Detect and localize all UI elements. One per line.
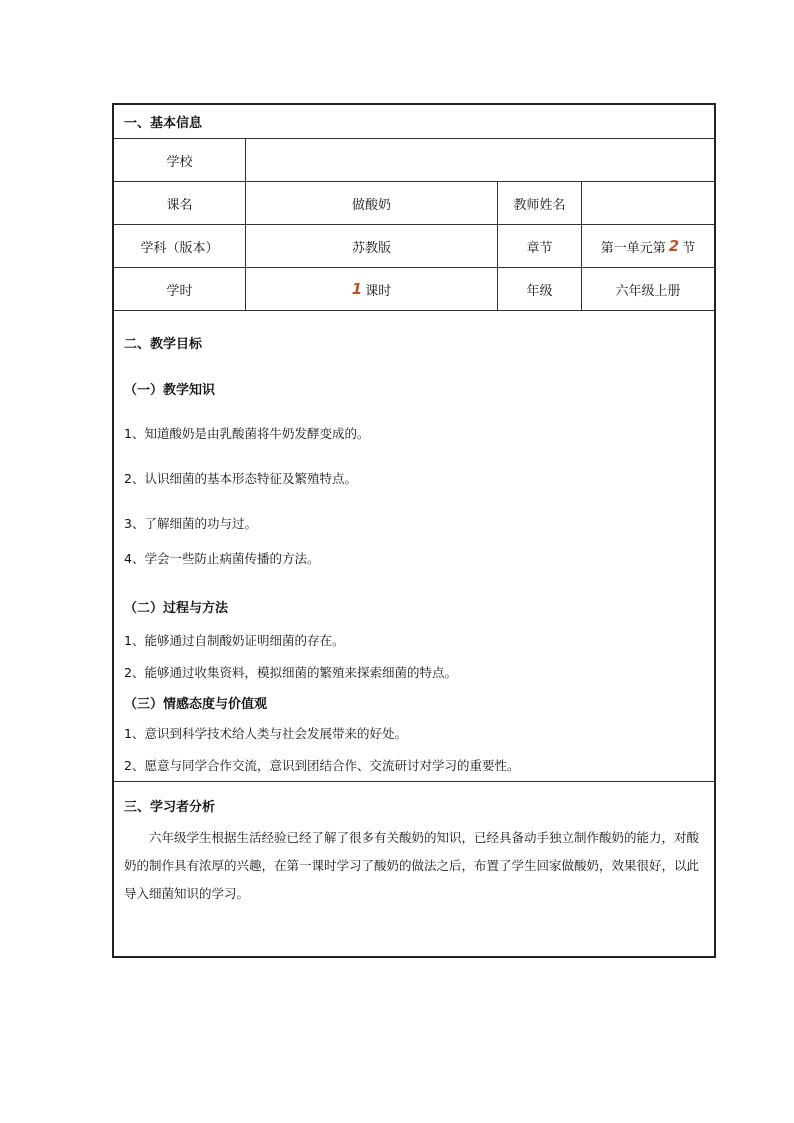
knowledge-item: 1、知道酸奶是由乳酸菌将牛奶发酵变成的。 [124,426,370,441]
teacher-value [582,182,714,224]
school-label: 学校 [114,139,246,181]
section-objectives [114,311,714,782]
chapter-prefix: 第一单元第 [600,240,666,256]
info-row-hours [114,268,714,311]
hours-label: 学时 [114,268,246,310]
knowledge-item: 4、学会一些防止病菌传播的方法。 [124,551,320,566]
attitude-title: （三）情感态度与价值观 [124,697,268,712]
course-label: 课名 [114,182,246,224]
course-value: 做酸奶 [246,182,498,224]
process-item: 1、能够通过自制酸奶证明细菌的存在。 [124,633,345,648]
hours-value [246,268,498,310]
section-basic-info-header [114,105,714,139]
subject-value: 苏教版 [246,225,498,267]
section-basic-info-title: 一、基本信息 [124,116,203,131]
hours-number: 1 [351,280,363,298]
chapter-suffix: 节 [682,240,696,256]
grade-label: 年级 [498,268,582,310]
hours-suffix: 课时 [365,283,392,299]
chapter-label: 章节 [498,225,582,267]
info-row-course [114,182,714,225]
lesson-plan-table [112,103,716,958]
knowledge-item: 2、认识细菌的基本形态特征及繁殖特点。 [124,471,357,486]
objectives-title: 二、教学目标 [124,337,203,352]
process-item: 2、能够通过收集资料，模拟细菌的繁殖来探索细菌的特点。 [124,665,457,680]
knowledge-title: （一）教学知识 [124,383,216,398]
teacher-label: 教师姓名 [498,182,582,224]
attitude-item: 1、意识到科学技术给人类与社会发展带来的好处。 [124,726,407,741]
attitude-item: 2、愿意与同学合作交流，意识到团结合作、交流研讨对学习的重要性。 [124,758,520,773]
learner-analysis-title: 三、学习者分析 [124,800,216,815]
info-row-subject [114,225,714,268]
process-title: （二）过程与方法 [124,601,229,616]
school-value [246,139,714,181]
chapter-value [582,225,714,267]
learner-analysis-paragraph: 六年级学生根据生活经验已经了解了很多有关酸奶的知识，已经具备动手独立制作酸奶的能力，对酸奶的制作具有浓厚的兴趣，在第一课时学习了酸奶的做法之后，布置了学生回家做酸奶，效果很好，以此导入细菌知识的学习。 [124,830,700,901]
info-row-school [114,139,714,182]
chapter-number: 2 [668,237,680,255]
subject-label: 学科（版本） [114,225,246,267]
knowledge-item: 3、了解细菌的功与过。 [124,516,257,531]
section-learner-analysis [114,782,714,956]
grade-value: 六年级上册 [615,283,681,299]
